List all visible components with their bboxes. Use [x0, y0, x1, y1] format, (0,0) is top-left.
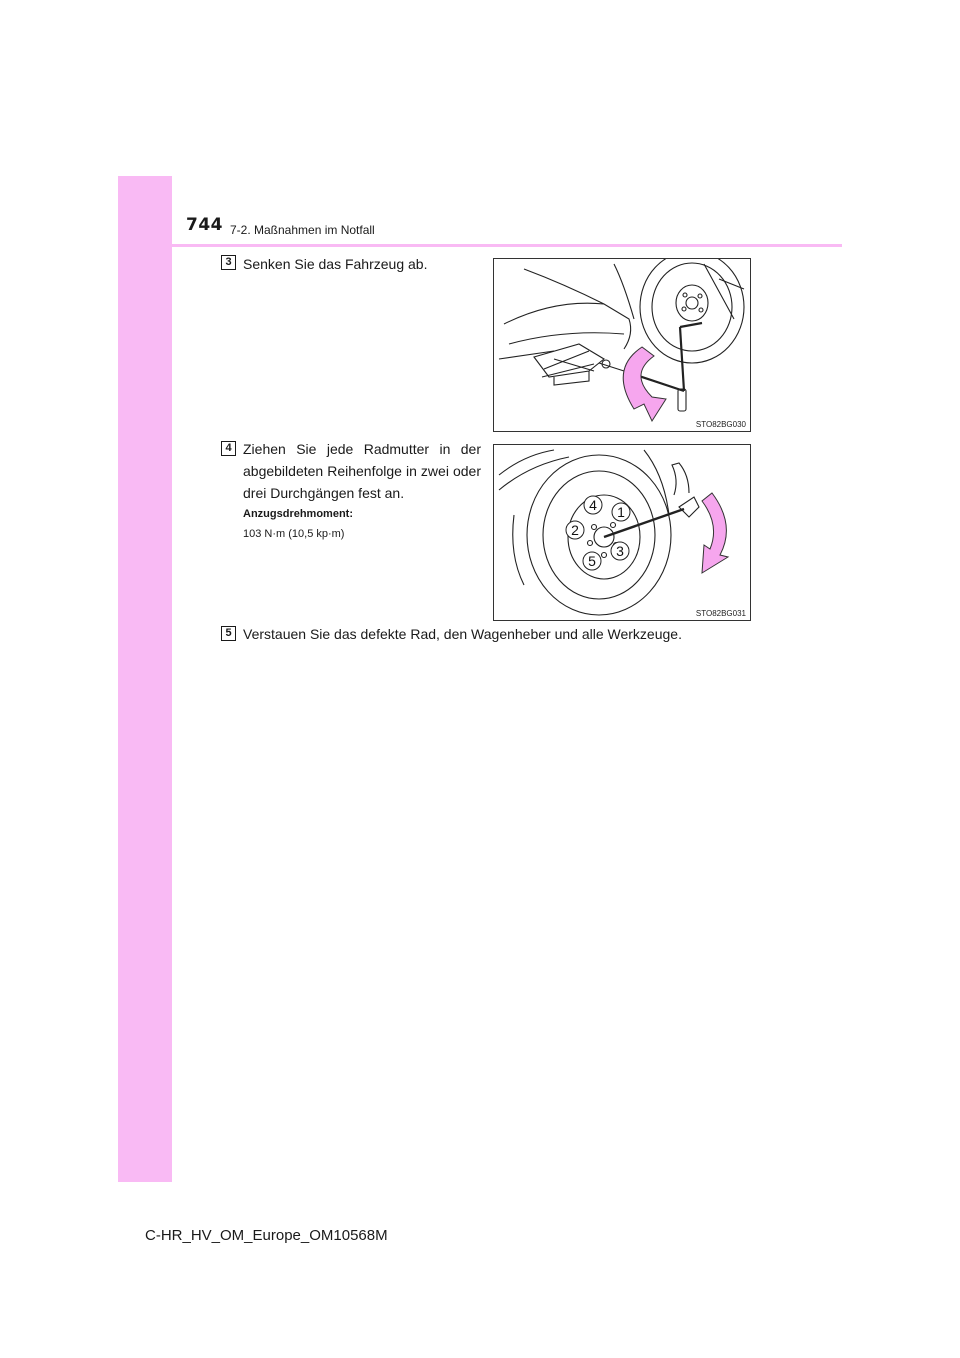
step-number-badge: 5: [221, 626, 236, 641]
document-id-footer: C-HR_HV_OM_Europe_OM10568M: [145, 1227, 388, 1244]
step-3-text: Senken Sie das Fahrzeug ab.: [243, 256, 428, 272]
figure-lower-vehicle: [493, 258, 751, 432]
nut-label-2: 2: [571, 522, 579, 538]
nut-label-3: 3: [616, 543, 624, 559]
header-divider: [118, 244, 842, 247]
nut-label-5: 5: [588, 553, 596, 569]
step-4-text: Ziehen Sie jede Radmutter in der abgebildeten Reihenfolge in zwei oder drei Durchgängen fest an.: [243, 441, 481, 501]
nut-label-1: 1: [617, 504, 625, 520]
step-number-badge: 4: [221, 441, 236, 456]
step-number-badge: 3: [221, 255, 236, 270]
page-number: 744: [186, 215, 223, 235]
tighten-nuts-illustration: [494, 445, 750, 620]
torque-label: Anzugsdrehmoment:: [243, 508, 353, 520]
figure-code: STO82BG031: [695, 609, 746, 618]
figure-code: STO82BG030: [695, 420, 746, 429]
lower-vehicle-illustration: [494, 259, 750, 431]
nut-label-4: 4: [589, 497, 597, 513]
side-thumb-band: [118, 176, 172, 1182]
step-5-text: Verstauen Sie das defekte Rad, den Wagenheber und alle Werkzeuge.: [243, 626, 682, 642]
torque-value: 103 N·m (10,5 kp·m): [243, 528, 345, 540]
figure-tighten-nuts: [493, 444, 751, 621]
section-title: 7-2. Maßnahmen im Notfall: [230, 223, 375, 237]
